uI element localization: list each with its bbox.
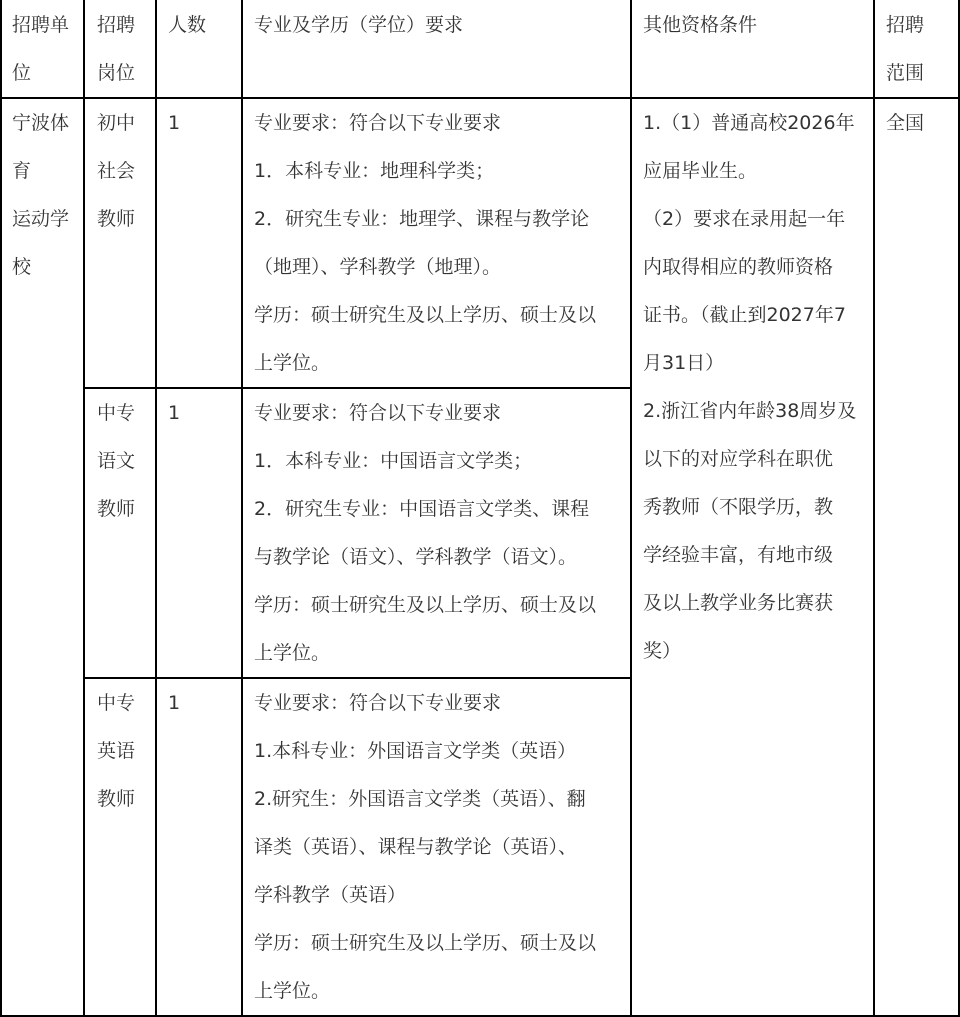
row2-count (168, 389, 238, 437)
header-unit (12, 1, 82, 97)
other-line: 1.（1）普通高校2026年 (643, 112, 855, 134)
header-scope-line: 范围 (886, 62, 925, 84)
count-value: 1 (168, 692, 181, 714)
scope-cell (886, 99, 956, 147)
header-position-line: 岗位 (97, 62, 136, 84)
other-line: 证书。（截止到2027年7 (643, 304, 846, 326)
header-major-line: 专业及学历（学位）要求 (254, 14, 464, 36)
count-value: 1 (168, 112, 181, 134)
other-line: 秀教师（不限学历，教 (643, 496, 834, 518)
position-line: 中专 (97, 402, 136, 424)
scope-line: 全国 (886, 112, 925, 134)
position-line: 英语 (97, 740, 136, 762)
row1-count (168, 99, 238, 147)
header-position-line: 招聘 (97, 14, 136, 36)
position-line: 教师 (97, 788, 136, 810)
row3-major (254, 679, 626, 1015)
unit-cell (12, 99, 82, 291)
header-count-line: 人数 (168, 14, 207, 36)
header-other-line: 其他资格条件 (643, 14, 758, 36)
other-line: 月31日） (643, 352, 725, 374)
header-scope-line: 招聘 (886, 14, 925, 36)
row2-position (97, 389, 153, 533)
header-position (97, 1, 153, 97)
other-line: 奖） (643, 640, 682, 662)
major-line: 专业要求：符合以下专业要求 (254, 112, 502, 134)
major-line: 译类（英语）、课程与教学论（英语）、 (254, 836, 578, 858)
major-line: 1．本科专业：中国语言文学类； (254, 450, 533, 472)
unit-line: 育 (12, 160, 32, 182)
major-line: 学历：硕士研究生及以上学历、硕士及以 (254, 932, 597, 954)
row3-position (97, 679, 153, 823)
row3-count (168, 679, 238, 727)
major-line: 1.本科专业：外国语言文学类（英语） (254, 740, 577, 762)
major-line: 专业要求：符合以下专业要求 (254, 402, 502, 424)
other-line: 内取得相应的教师资格 (643, 256, 834, 278)
row1-position (97, 99, 153, 243)
major-line: 学历：硕士研究生及以上学历、硕士及以 (254, 304, 597, 326)
position-line: 语文 (97, 450, 136, 472)
other-line: （2）要求在录用起一年 (643, 208, 846, 230)
major-line: 专业要求：符合以下专业要求 (254, 692, 502, 714)
count-value: 1 (168, 402, 181, 424)
major-line: 2．研究生专业：中国语言文学类、课程 (254, 498, 590, 520)
other-line: 2.浙江省内年龄38周岁及 (643, 400, 857, 422)
row2-major (254, 389, 626, 677)
unit-line: 宁波体 (12, 112, 70, 134)
position-line: 初中 (97, 112, 136, 134)
major-line: 2．研究生专业：地理学、课程与教学论 (254, 208, 590, 230)
major-line: 学科教学（英语） (254, 884, 407, 906)
header-unit-line: 招聘单 (12, 14, 70, 36)
other-conditions-cell (643, 99, 869, 675)
major-line: 学历：硕士研究生及以上学历、硕士及以 (254, 594, 597, 616)
other-line: 及以上教学业务比赛获 (643, 592, 834, 614)
position-line: 社会 (97, 160, 136, 182)
row1-major (254, 99, 626, 387)
header-other (643, 1, 869, 49)
header-count (168, 1, 238, 49)
position-line: 教师 (97, 208, 136, 230)
header-unit-line: 位 (12, 62, 32, 84)
position-line: 教师 (97, 498, 136, 520)
other-line: 以下的对应学科在职优 (643, 448, 834, 470)
header-major (254, 1, 624, 49)
header-scope (886, 1, 956, 97)
position-line: 中专 (97, 692, 136, 714)
major-line: 上学位。 (254, 352, 331, 374)
major-line: （地理）、学科教学（地理）。 (254, 256, 502, 278)
major-line: 上学位。 (254, 642, 331, 664)
major-line: 与教学论（语文）、学科教学（语文）。 (254, 546, 578, 568)
other-line: 应届毕业生。 (643, 160, 758, 182)
major-line: 上学位。 (254, 980, 331, 1002)
unit-line: 运动学 (12, 208, 70, 230)
major-line: 2.研究生：外国语言文学类（英语）、翻 (254, 788, 586, 810)
unit-line: 校 (12, 256, 32, 278)
other-line: 学经验丰富，有地市级 (643, 544, 834, 566)
major-line: 1．本科专业：地理科学类； (254, 160, 495, 182)
